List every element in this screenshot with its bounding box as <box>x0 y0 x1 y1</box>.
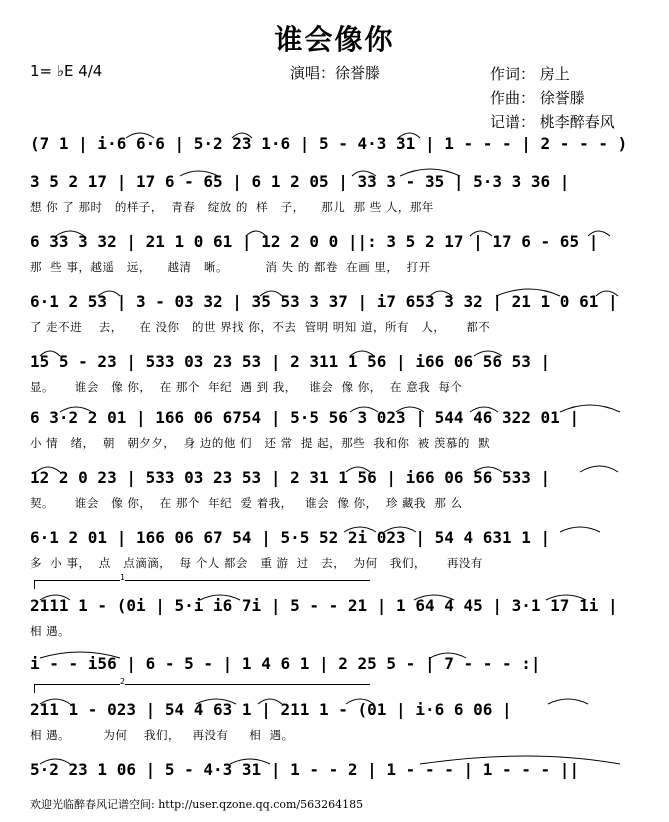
song-title: 谁会像你 <box>274 23 395 56</box>
composer-credit: 作曲： 徐誉滕 <box>490 89 585 107</box>
credits-block <box>490 62 615 134</box>
lyric-line-3: 那 些 事，越遥 远， 越清 晰。 消 失 的 都卷 在画 里， 打开 <box>30 260 431 274</box>
footer-note: 欢迎光临醉春风记谱空间: http://user.qzone.qq.com/563264185 <box>30 798 364 811</box>
score-line-12: 5·2 23 1 06 | 5 - 4·3 31 | 1 - - 2 | 1 - - - | 1 - - - || <box>30 760 580 779</box>
score-line-3: 6 33 3 32 | 21 1 0 61 | 12 2 0 0 ||: 3 5 2 17 | 17 6 - 65 | <box>30 232 599 251</box>
score-line-9: 2111 1 - (0i | 5·i i6 7i | 5 - - 21 | 1 64 4 45 | 3·1 17 1i | <box>30 596 618 615</box>
lyric-line-9: 相 遇。 <box>30 624 71 638</box>
lyric-line-5: 显。 谁会 像 你， 在 那个 年纪 遇 到 我， 谁会 像 你， 在 意我 每个 <box>30 380 463 394</box>
score-line-6: 6 3·2 2 01 | 166 06 6754 | 5·5 56 3 023 | 544 46 322 01 | <box>30 408 580 427</box>
volta-bracket-1 <box>34 573 370 589</box>
volta-bracket-2 <box>34 677 370 693</box>
score-line-11: 211 1 - 023 | 54 4 63 1 | 211 1 - (01 | i·6 6 06 | <box>30 700 512 719</box>
lyric-line-7: 契。 谁会 像 你， 在 那个 年纪 爱 着我， 谁会 像 你， 珍 藏我 那 么 <box>30 496 463 510</box>
lyric-line-11: 相 遇。 为何 我们， 再没有 相 遇。 <box>30 728 294 742</box>
lyric-line-8: 多 小 事， 点 点滴滴， 每 个人 都会 重 游 过 去， 为何 我们， 再没有 <box>30 556 483 570</box>
volta-label-1: 1 <box>120 573 126 582</box>
transcriber-credit: 记谱： 桃李醉春风 <box>490 113 615 131</box>
score-line-1: (7 1 | i·6 6·6 | 5·2 23 1·6 | 5 - 4·3 31 | 1 - - - | 2 - - - ) <box>30 134 628 153</box>
singer-credit: 演唱：徐誉滕 <box>290 64 381 82</box>
score-line-5: 15 5 - 23 | 533 03 23 53 | 2 311 1 56 | i66 06 56 53 | <box>30 352 551 371</box>
score-line-7: 12 2 0 23 | 533 03 23 53 | 2 31 1 56 | i66 06 56 533 | <box>30 468 551 487</box>
lyric-line-6: 小 情 绪， 朝 朝夕夕， 身 边的他 们 还 常 提 起，那些 我和你 被 羡慕的 默 <box>30 436 491 450</box>
score-line-10: i - - i56 | 6 - 5 - | 1 4 6 1 | 2 25 5 - | 7 - - - :| <box>30 654 541 673</box>
score-line-2: 3 5 2 17 | 17 6 - 65 | 6 1 2 05 | 33 3 - 35 | 5·3 3 36 | <box>30 172 570 191</box>
lyric-line-4: 了 走不进 去， 在 没你 的世 界找 你，不去 管明 明知 道，所有 人， 都不 <box>30 320 491 334</box>
key-signature: 1= ♭E 4/4 <box>30 62 103 80</box>
score-line-8: 6·1 2 01 | 166 06 67 54 | 5·5 52 2i 023 | 54 4 631 1 | <box>30 528 551 547</box>
volta-label-2: 2 <box>120 677 126 686</box>
score-line-4: 6·1 2 53 | 3 - 03 32 | 35 53 3 37 | i7 653 3 32 | 21 1 0 61 | <box>30 292 618 311</box>
lyric-line-2: 想 你 了 那时 的样子， 青春 绽放 的 样 子， 那儿 那 些 人，那年 <box>30 200 434 214</box>
lyricist-credit: 作词： 房上 <box>490 65 570 83</box>
